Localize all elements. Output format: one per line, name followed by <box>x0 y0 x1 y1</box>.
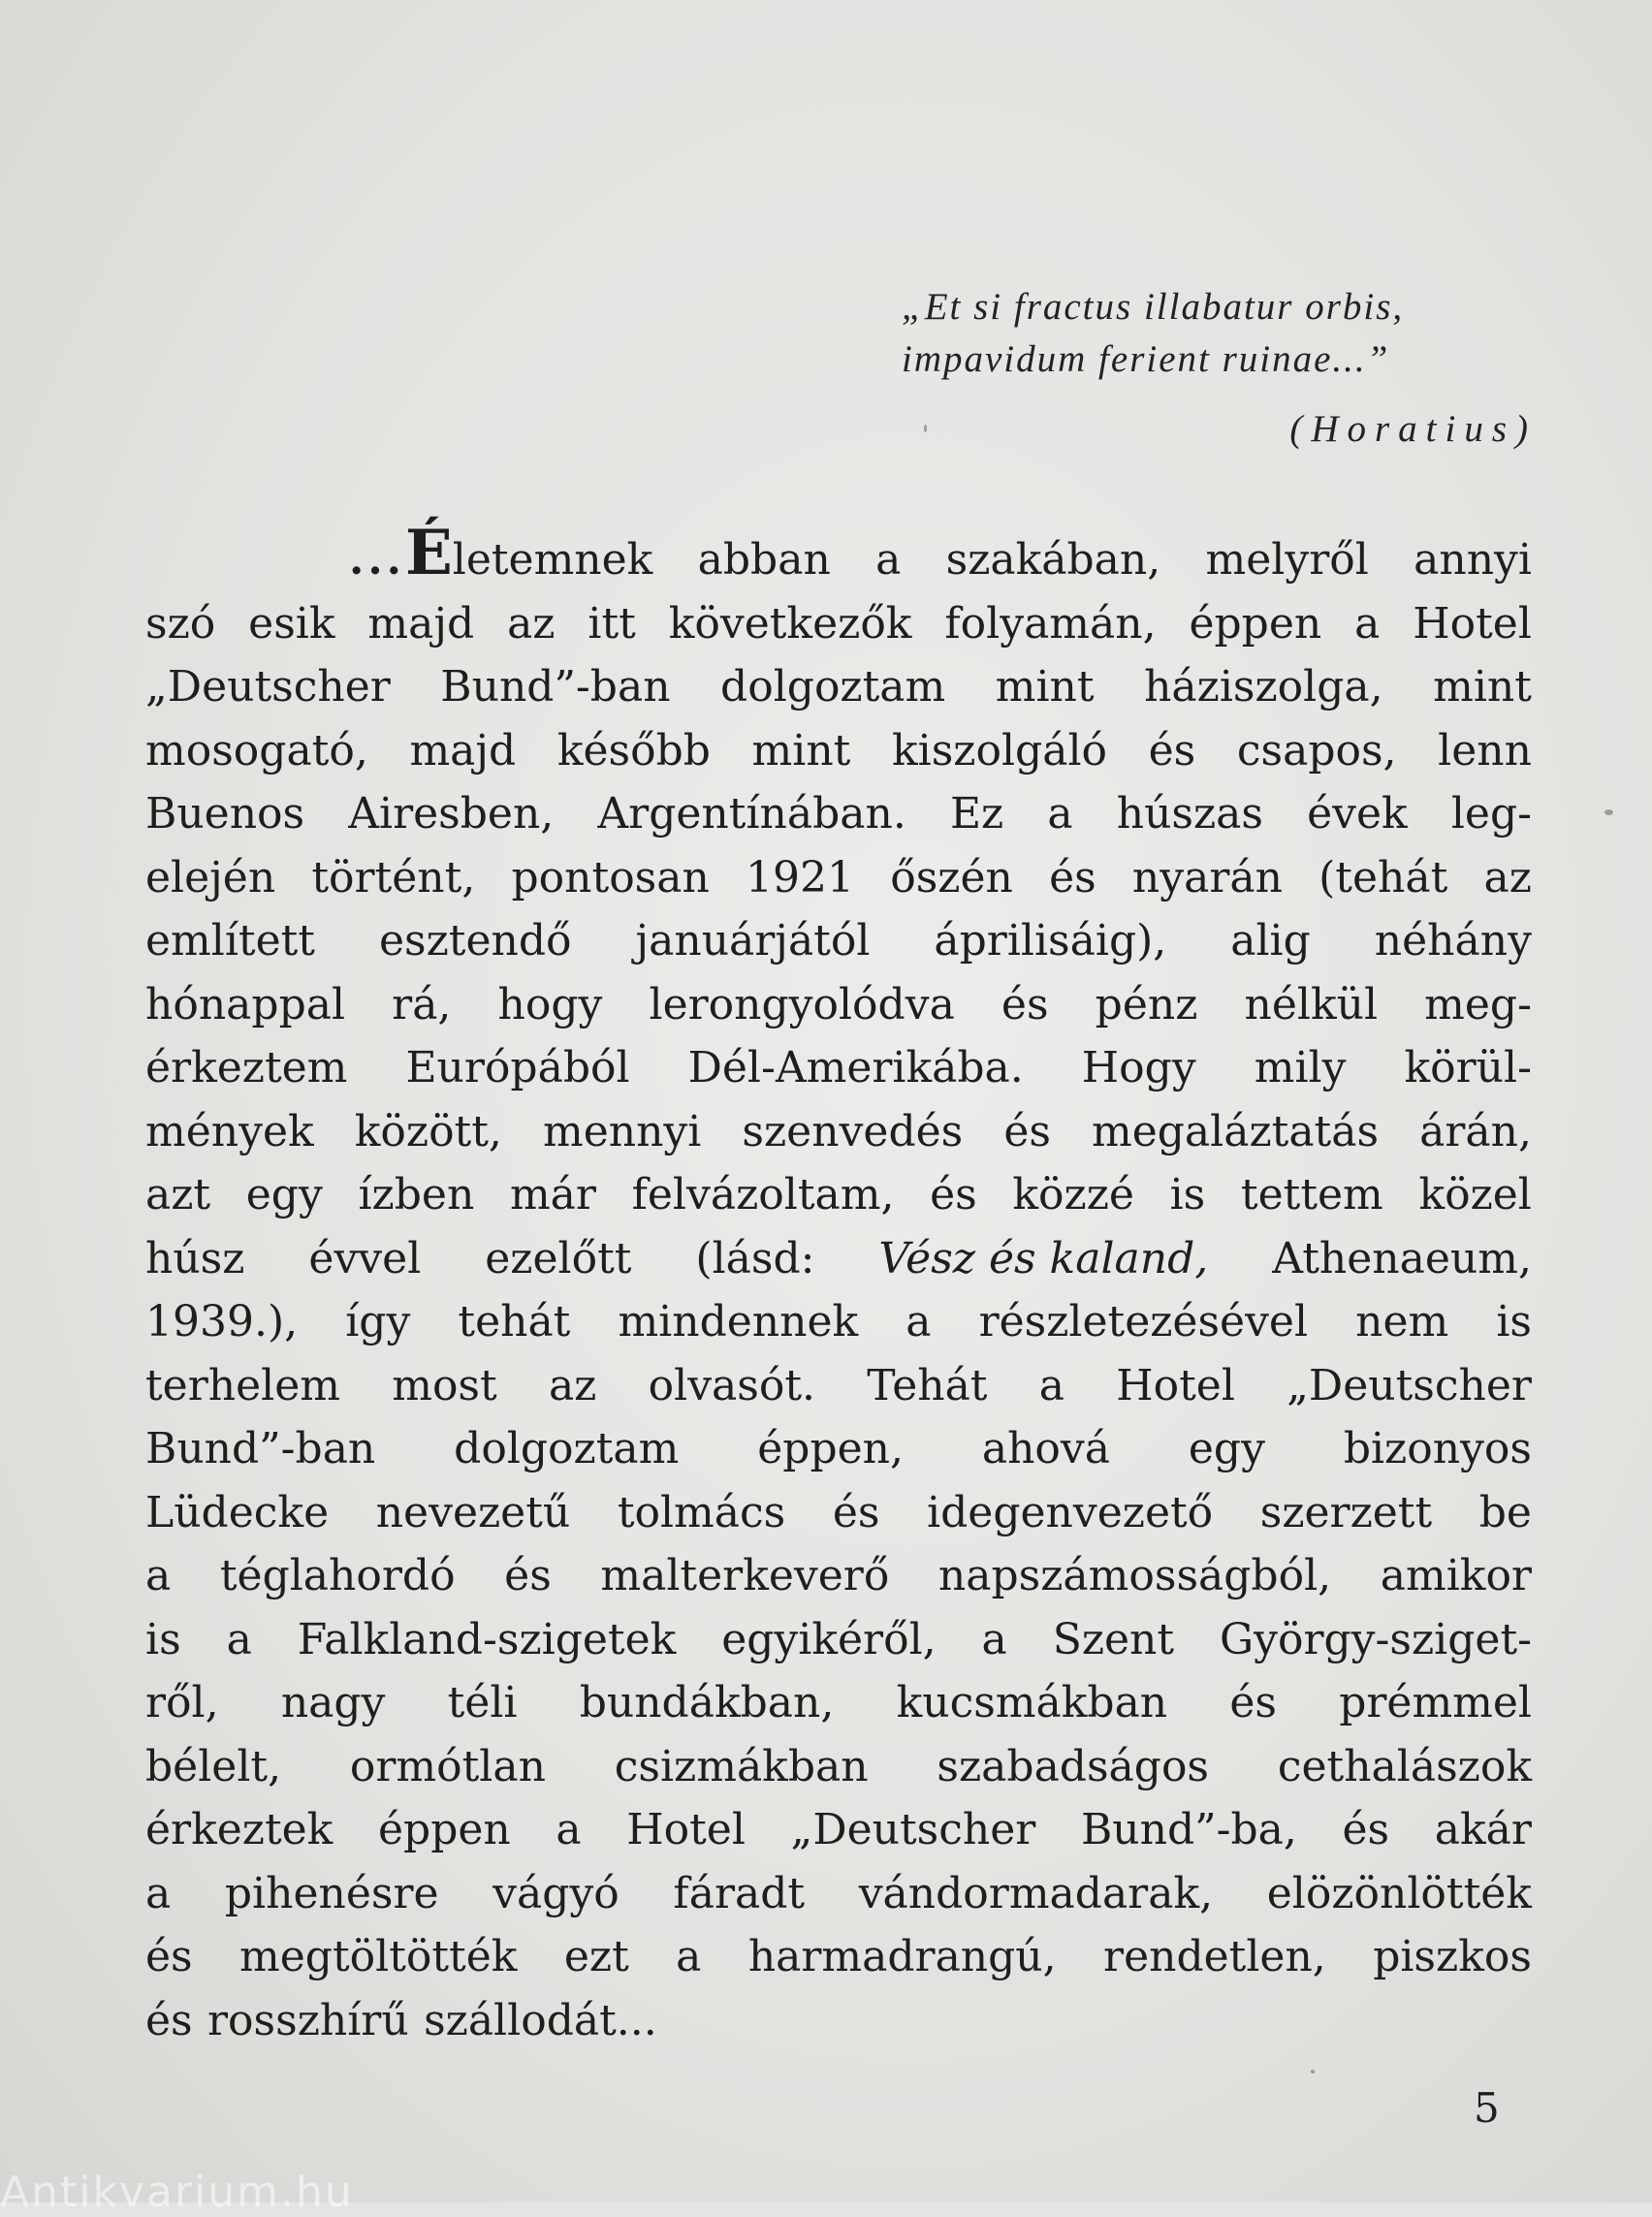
word: Bund”-ban <box>440 662 671 712</box>
text-line <box>145 1735 1532 1799</box>
page-number: 5 <box>1474 2084 1500 2132</box>
word: mények <box>145 1106 314 1156</box>
body-paragraph <box>145 517 1532 2052</box>
word: vágyó <box>492 1868 620 1918</box>
drop-cap: É <box>404 517 453 589</box>
word: néhány <box>1374 916 1532 966</box>
text-line <box>145 1862 1532 1926</box>
word: Buenos <box>145 789 305 839</box>
word: tettem <box>1240 1170 1383 1219</box>
word: 1921 <box>746 852 855 903</box>
word: nélkül <box>1244 979 1379 1029</box>
word: mint <box>751 725 851 776</box>
word: Szent <box>1052 1614 1175 1664</box>
word: szerzett <box>1259 1487 1433 1537</box>
word: (lásd: <box>695 1233 815 1283</box>
word: „Deutscher <box>145 662 391 712</box>
word: egy <box>1188 1424 1265 1473</box>
word: mily <box>1254 1043 1347 1093</box>
word: vándormadarak, <box>858 1868 1214 1918</box>
word: és <box>1049 852 1096 903</box>
word: és <box>1148 725 1196 776</box>
text-line <box>145 1481 1532 1545</box>
word: György-sziget- <box>1219 1614 1532 1664</box>
word: történt, <box>311 852 476 903</box>
word: húszas <box>1116 789 1263 839</box>
word: Tehát <box>867 1360 988 1410</box>
word: árán, <box>1419 1106 1532 1156</box>
word: Argentínában. <box>597 789 906 839</box>
watermark-text: Antikvarium.hu <box>0 2168 354 2217</box>
word: be <box>1478 1487 1532 1537</box>
word: olvasót. <box>648 1360 816 1410</box>
word: dolgoztam <box>720 662 946 712</box>
word: annyi <box>1414 535 1532 585</box>
word: éppen <box>377 1805 511 1854</box>
epigraph-line-2: impavidum ferient ruinae...” <box>902 338 1390 380</box>
word: bizonyos <box>1343 1424 1532 1473</box>
word: szakában, <box>945 535 1161 585</box>
word: piszkos <box>1373 1932 1532 1981</box>
word: dolgoztam <box>454 1424 680 1473</box>
word: napszámosságból, <box>937 1551 1332 1600</box>
word: egyikéről, <box>721 1614 937 1664</box>
word: közel <box>1418 1170 1532 1219</box>
word: csizmákban <box>614 1741 869 1791</box>
word: terhelem <box>145 1360 340 1410</box>
word: és <box>145 1932 193 1981</box>
word: majd <box>367 598 475 649</box>
word: idegenvezető <box>927 1487 1214 1537</box>
word: az <box>548 1360 597 1410</box>
word: nyarán <box>1131 852 1283 903</box>
word: és <box>1001 979 1049 1029</box>
word: részletezésével <box>978 1297 1309 1346</box>
word: folyamán, <box>944 598 1157 649</box>
word: megaláztatás <box>1092 1106 1380 1156</box>
word: is <box>1169 1170 1206 1219</box>
word: prémmel <box>1339 1678 1532 1727</box>
word: Bund”-ba, <box>1080 1805 1297 1854</box>
word: is <box>145 1614 181 1664</box>
word: azt <box>145 1170 211 1219</box>
word: nevezetű <box>375 1487 571 1537</box>
text-line <box>145 592 1532 656</box>
word: harmadrangú, <box>747 1932 1057 1981</box>
text-line <box>145 909 1532 973</box>
word: lerongyolódva <box>649 979 955 1029</box>
text-line <box>145 973 1532 1037</box>
word: érkeztek <box>145 1805 334 1854</box>
word: a <box>145 1551 172 1600</box>
word: a <box>1354 598 1381 649</box>
word: ízben <box>358 1170 475 1219</box>
word: szállodát... <box>424 1995 657 2045</box>
word: a <box>145 1868 172 1918</box>
word: rendetlen, <box>1103 1932 1326 1981</box>
word: hogy <box>497 979 603 1029</box>
word: is <box>1496 1297 1532 1346</box>
word: éppen <box>1189 598 1322 649</box>
word: rosszhírű <box>207 1995 409 2045</box>
text-line <box>145 1925 1532 1989</box>
word: „Deutscher <box>1287 1360 1532 1410</box>
text-line <box>145 719 1532 783</box>
word: Bund”-ban <box>145 1424 376 1473</box>
word: a <box>676 1932 702 1981</box>
word: és <box>504 1551 552 1600</box>
lead-ellipsis: ... <box>349 535 405 585</box>
word: szenvedés <box>742 1106 964 1156</box>
word: téglahordó <box>219 1551 456 1600</box>
word: a <box>1038 1360 1064 1410</box>
paper-speck <box>924 425 927 432</box>
word: Falkland-szigetek <box>297 1614 677 1664</box>
text-line <box>145 655 1532 719</box>
word: meg- <box>1424 979 1532 1029</box>
word: bundákban, <box>579 1678 835 1727</box>
word: már <box>509 1170 596 1219</box>
text-line <box>145 846 1532 910</box>
drop-cap-group <box>349 517 653 592</box>
epigraph <box>902 281 1537 456</box>
word: között, <box>354 1106 502 1156</box>
word: akár <box>1434 1805 1532 1854</box>
word: a <box>905 1297 932 1346</box>
word: (tehát <box>1318 852 1448 903</box>
text-line <box>145 1100 1532 1164</box>
text-line <box>145 1608 1532 1672</box>
word: „Deutscher <box>790 1805 1036 1854</box>
text-line <box>145 1544 1532 1608</box>
word: esik <box>248 598 335 649</box>
text-line <box>145 517 1532 592</box>
word: Athenaeum, <box>1272 1233 1532 1283</box>
word: érkeztem <box>145 1043 348 1093</box>
word: mosogató, <box>145 725 368 776</box>
word: közzé <box>1012 1170 1134 1219</box>
word: elözönlötték <box>1266 1868 1532 1918</box>
word: nagy <box>280 1678 386 1727</box>
word: pénz <box>1095 979 1198 1029</box>
paper-speck <box>1311 2070 1315 2074</box>
word: csapos, <box>1236 725 1397 776</box>
text-line <box>145 1989 1532 2053</box>
text-line <box>145 1036 1532 1100</box>
word: most <box>392 1360 497 1410</box>
word: itt <box>588 598 636 649</box>
word: a <box>875 535 902 585</box>
word: malterkeverő <box>600 1551 890 1600</box>
word: évvel <box>308 1233 422 1283</box>
word: majd <box>409 725 517 776</box>
epigraph-attribution: (Horatius) <box>1289 408 1537 450</box>
word: említett <box>145 916 315 966</box>
word: fáradt <box>673 1868 806 1918</box>
word: szó <box>145 598 216 649</box>
word: bélelt, <box>145 1741 282 1791</box>
word: nem <box>1355 1297 1449 1346</box>
word: alig <box>1230 916 1311 966</box>
word: a <box>556 1805 582 1854</box>
word: felvázoltam, <box>631 1170 895 1219</box>
text-line <box>145 1163 1532 1227</box>
word: háziszolga, <box>1144 662 1383 712</box>
text-line <box>145 1290 1532 1354</box>
word: Airesben, <box>348 789 555 839</box>
word: esztendő <box>378 916 572 966</box>
word: Hotel <box>1413 598 1532 649</box>
word: Hogy <box>1081 1043 1196 1093</box>
text-line <box>145 1671 1532 1735</box>
word: ormótlan <box>349 1741 546 1791</box>
word: Dél-Amerikába. <box>687 1043 1024 1093</box>
word: Hotel <box>626 1805 746 1854</box>
word: Hotel <box>1116 1360 1235 1410</box>
text-line <box>145 1354 1532 1418</box>
word: ezelőtt <box>485 1233 632 1283</box>
word: mint <box>1433 662 1532 712</box>
word: az <box>507 598 556 649</box>
word: éppen, <box>757 1424 904 1473</box>
text-line <box>145 1227 1532 1291</box>
word: így <box>345 1297 411 1346</box>
word: tolmács <box>617 1487 786 1537</box>
word: ahová <box>981 1424 1110 1473</box>
word: körül- <box>1404 1043 1532 1093</box>
word: áprilisáig), <box>934 916 1167 966</box>
word: a <box>226 1614 252 1664</box>
word: 1939.), <box>145 1297 299 1346</box>
word: pontosan <box>511 852 710 903</box>
word: és <box>1229 1678 1277 1727</box>
word: leg- <box>1450 789 1532 839</box>
word: tehát <box>458 1297 571 1346</box>
word: és <box>832 1487 880 1537</box>
book-title-reference: Vész és kaland, <box>878 1233 1209 1283</box>
word: rá, <box>392 979 452 1029</box>
text-line <box>145 782 1532 846</box>
word: és <box>1342 1805 1390 1854</box>
text-line <box>145 1798 1532 1862</box>
word: és <box>930 1170 977 1219</box>
word: kucsmákban <box>896 1678 1168 1727</box>
word: kiszolgáló <box>891 725 1108 776</box>
word: januárjától <box>635 916 871 966</box>
word: letemnek <box>452 535 653 585</box>
word: a <box>1047 789 1073 839</box>
text-line <box>145 1417 1532 1481</box>
word: pihenésre <box>224 1868 439 1918</box>
word: amikor <box>1380 1551 1532 1600</box>
epigraph-line-1: „Et si fractus illabatur orbis, <box>902 286 1405 328</box>
word: ezt <box>563 1932 629 1981</box>
word: és <box>1003 1106 1051 1156</box>
word: lenn <box>1438 725 1532 776</box>
word: megtöltötték <box>239 1932 518 1981</box>
word: mennyi <box>542 1106 702 1156</box>
word: és <box>145 1995 193 2045</box>
word: a <box>981 1614 1007 1664</box>
word: Európából <box>405 1043 630 1093</box>
word: hónappal <box>145 979 346 1029</box>
word: ről, <box>145 1678 219 1727</box>
word: abban <box>697 535 831 585</box>
word: téli <box>447 1678 518 1727</box>
word: később <box>556 725 711 776</box>
word: szabadságos <box>937 1741 1210 1791</box>
word: mindennek <box>618 1297 859 1346</box>
word: mint <box>995 662 1095 712</box>
word: évek <box>1307 789 1408 839</box>
word: következők <box>668 598 912 649</box>
word: húsz <box>145 1233 245 1283</box>
word: Ez <box>949 789 1004 839</box>
word: elején <box>145 852 276 903</box>
word: az <box>1483 852 1532 903</box>
word: őszén <box>890 852 1013 903</box>
word: Lüdecke <box>145 1487 330 1537</box>
word: egy <box>245 1170 323 1219</box>
word: melyről <box>1205 535 1369 585</box>
word: cethalászok <box>1277 1741 1532 1791</box>
paper-speck <box>1604 809 1613 815</box>
